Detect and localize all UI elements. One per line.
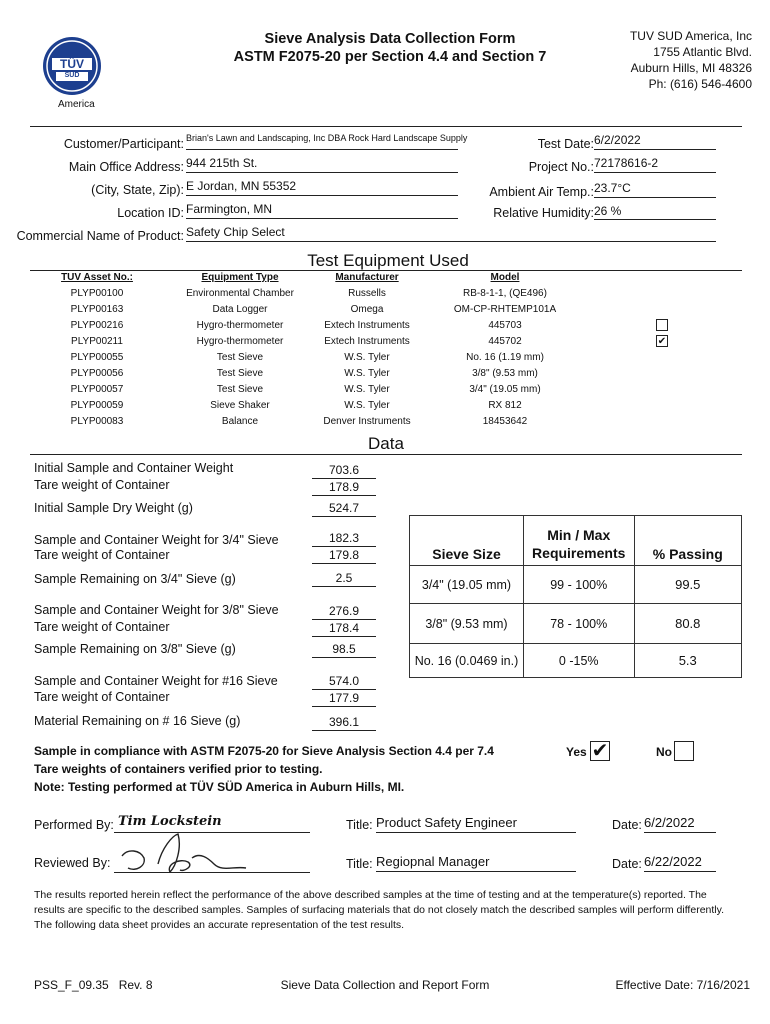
compliance-line1: Sample in compliance with ASTM F2075-20 for Sieve Analysis Section 4.4 per 7.4: [34, 744, 494, 758]
equipment-cell-manufacturer: W.S. Tyler: [344, 400, 390, 411]
temp-label: Ambient Air Temp.:: [489, 185, 594, 199]
humidity-label: Relative Humidity:: [493, 206, 594, 220]
equipment-checkbox-checked[interactable]: [656, 335, 668, 347]
logo: [42, 36, 102, 96]
results-header-row: [410, 516, 742, 566]
company-street: 1755 Atlantic Blvd.: [653, 45, 752, 59]
compliance-line3: Note: Testing performed at TÜV SÜD America in Auburn Hills, MI.: [34, 780, 405, 794]
participant-label: Customer/Participant:: [63, 137, 184, 151]
logo-caption: America: [58, 99, 95, 110]
logo-sub: SÜD: [64, 72, 80, 79]
r16-value[interactable]: 396.1: [312, 715, 376, 731]
location-label: Location ID:: [117, 206, 184, 220]
equipment-cell-type: Test Sieve: [216, 368, 264, 379]
equipment-cell-asset: PLYP00211: [71, 336, 123, 347]
s38-value[interactable]: 276.9: [312, 604, 376, 620]
results-header-passing: [634, 516, 742, 566]
equipment-title: Test Equipment Used: [307, 251, 469, 270]
project-field[interactable]: 72178616-2: [594, 156, 716, 173]
equipment-cell-manufacturer: W.S. Tyler: [344, 384, 390, 395]
participant-field[interactable]: Brian's Lawn and Landscaping, Inc DBA Rock Hard Landscape Supply: [186, 133, 458, 150]
equipment-cell-asset: PLYP00055: [70, 352, 124, 363]
office-label: Main Office Address:: [68, 160, 184, 174]
product-field[interactable]: Safety Chip Select: [186, 225, 716, 242]
footer-effective: Effective Date: 7/16/2021: [615, 978, 750, 992]
s34-value[interactable]: 182.3: [312, 531, 376, 547]
equipment-cell-asset: PLYP00163: [70, 304, 124, 315]
city-field[interactable]: E Jordan, MN 55352: [186, 179, 458, 196]
performed-title-label: Title:: [346, 818, 373, 832]
equipment-cell-type: Data Logger: [212, 304, 268, 315]
dry-weight-value[interactable]: 524.7: [312, 501, 376, 517]
equipment-cell-manufacturer: W.S. Tyler: [344, 352, 390, 363]
equipment-cell-asset: PLYP00056: [70, 368, 124, 379]
temp-field[interactable]: 23.7°C: [594, 181, 716, 198]
results-header-passing-text: % Passing: [652, 546, 723, 562]
equipment-cell-model: OM-CP-RHTEMP101A: [453, 304, 557, 315]
footer-form-id: PSS_F_09.35 Rev. 8: [34, 978, 153, 992]
equipment-cell-manufacturer: W.S. Tyler: [344, 368, 390, 379]
equipment-cell-asset: PLYP00100: [70, 288, 124, 299]
tare1-label: Tare weight of Container: [34, 478, 170, 492]
equipment-cell-type: Balance: [221, 416, 259, 427]
reviewed-date-field[interactable]: 6/22/2022: [644, 854, 716, 872]
equipment-header-model: Model: [490, 272, 520, 283]
performed-label: Performed By:: [34, 818, 114, 832]
form-title-line1: Sieve Analysis Data Collection Form: [264, 31, 516, 47]
tare4-value[interactable]: 177.9: [312, 691, 376, 707]
results-row: [410, 604, 742, 644]
r38-value[interactable]: 98.5: [312, 642, 376, 658]
equipment-cell-manufacturer: Denver Instruments: [323, 416, 411, 427]
performed-date-label: Date:: [612, 818, 642, 832]
data-title: Data: [368, 434, 404, 453]
equipment-cell-manufacturer: Extech Instruments: [324, 336, 410, 347]
tare4-label: Tare weight of Container: [34, 690, 170, 704]
equipment-cell-asset: PLYP00216: [70, 320, 124, 331]
performed-signature: Tim Lockstein: [118, 814, 222, 829]
equipment-header-type: Equipment Type: [201, 272, 279, 283]
results-table: [409, 515, 742, 678]
results-cell-passing: 99.5: [634, 566, 742, 604]
no-checkbox[interactable]: [674, 741, 694, 761]
test-date-label: Test Date:: [537, 137, 594, 151]
performed-title-field[interactable]: Product Safety Engineer: [376, 815, 576, 833]
compliance-text: [34, 742, 494, 796]
equipment-title-underline: [30, 270, 742, 271]
results-cell-sieve: No. 16 (0.0469 in.): [410, 644, 524, 678]
equipment-cell-manufacturer: Extech Instruments: [324, 320, 410, 331]
initial-weight-label: Initial Sample and Container Weight: [34, 461, 234, 475]
check-icon: ✔: [657, 336, 667, 347]
equipment-cell-type: Test Sieve: [216, 384, 264, 395]
form-title-line2: ASTM F2075-20 per Section 4.4 and Section 7: [233, 49, 547, 65]
results-cell-passing: 80.8: [634, 604, 742, 644]
results-header-sieve: [410, 516, 524, 566]
disclaimer: The results reported herein reflect the performance of the above described samples at the time of testing and at the temperature(s) reported. The results are specific to the described samples. Samples of surfacing materials that do not closely match the described samples will perform differently. The following data sheet provides an accurate representation of the test results.: [34, 889, 725, 931]
data-title-underline: [30, 454, 742, 455]
results-header-sieve-text: Sieve Size: [432, 546, 501, 562]
reviewed-label: Reviewed By:: [34, 856, 111, 870]
results-header-req: [523, 516, 634, 566]
equipment-cell-asset: PLYP00057: [70, 384, 124, 395]
r34-label: Sample Remaining on 3/4" Sieve (g): [34, 572, 236, 586]
s16-value[interactable]: 574.0: [312, 674, 376, 690]
r34-value[interactable]: 2.5: [312, 571, 376, 587]
results-row: [410, 644, 742, 678]
company-address: [560, 28, 752, 92]
reviewed-date-label: Date:: [612, 857, 642, 871]
project-label: Project No.:: [528, 160, 594, 174]
equipment-cell-type: Environmental Chamber: [186, 288, 294, 299]
equipment-cell-manufacturer: Russells: [348, 288, 386, 299]
results-cell-requirement: 78 - 100%: [523, 604, 634, 644]
equipment-cell-model: 18453642: [482, 416, 528, 427]
company-phone: Ph: (616) 546-4600: [648, 77, 752, 91]
product-label: Commercial Name of Product:: [16, 229, 184, 243]
reviewed-signature-icon: [118, 828, 268, 878]
yes-label: Yes: [566, 745, 587, 759]
results-cell-requirement: 0 -15%: [523, 644, 634, 678]
logo-text: TÜV: [60, 57, 84, 71]
tare2-value[interactable]: 179.8: [312, 548, 376, 564]
r16-label: Material Remaining on # 16 Sieve (g): [34, 714, 241, 728]
equipment-cell-asset: PLYP00059: [70, 400, 124, 411]
equipment-cell-model: 3/4" (19.05 mm): [469, 384, 541, 395]
company-name: TUV SUD America, Inc: [629, 29, 752, 43]
equipment-header-asset: TUV Asset No.:: [61, 272, 133, 283]
tare2-label: Tare weight of Container: [34, 548, 170, 562]
footer-form-name: Sieve Data Collection and Report Form: [280, 978, 490, 992]
tare3-value[interactable]: 178.4: [312, 621, 376, 637]
dry-weight-label: Initial Sample Dry Weight (g): [34, 501, 193, 515]
no-label: No: [656, 745, 672, 759]
results-cell-sieve: 3/8" (9.53 mm): [410, 604, 524, 644]
reviewed-title-field[interactable]: Regiopnal Manager: [376, 854, 576, 872]
equipment-cell-type: Hygro-thermometer: [196, 336, 284, 347]
tare1-value[interactable]: 178.9: [312, 480, 376, 496]
equipment-cell-type: Hygro-thermometer: [196, 320, 284, 331]
test-date-field[interactable]: 6/2/2022: [594, 133, 716, 150]
header-divider: [30, 126, 742, 127]
results-row: [410, 566, 742, 604]
equipment-cell-asset: PLYP00083: [70, 416, 124, 427]
performed-date-field[interactable]: 6/2/2022: [644, 815, 716, 833]
equipment-cell-model: No. 16 (1.19 mm): [466, 352, 544, 363]
equipment-cell-type: Sieve Shaker: [210, 400, 270, 411]
results-cell-passing: 5.3: [634, 644, 742, 678]
yes-check-icon: ✔: [591, 740, 609, 762]
results-rows: [410, 566, 742, 678]
s16-label: Sample and Container Weight for #16 Sieve: [34, 674, 278, 688]
company-city: Auburn Hills, MI 48326: [630, 61, 752, 75]
s38-label: Sample and Container Weight for 3/8" Sieve: [34, 603, 279, 617]
results-header-req-text: Min / Max Requirements: [532, 527, 626, 561]
results-cell-requirement: 99 - 100%: [523, 566, 634, 604]
equipment-header-manufacturer: Manufacturer: [335, 272, 399, 283]
results-cell-sieve: 3/4" (19.05 mm): [410, 566, 524, 604]
r38-label: Sample Remaining on 3/8" Sieve (g): [34, 642, 236, 656]
equipment-cell-model: RX 812: [488, 400, 522, 411]
city-label: (City, State, Zip):: [91, 183, 184, 197]
tare3-label: Tare weight of Container: [34, 620, 170, 634]
form-title: [200, 30, 580, 66]
equipment-cell-model: 445703: [488, 320, 522, 331]
equipment-cell-model: 3/8" (9.53 mm): [472, 368, 538, 379]
office-field[interactable]: 944 215th St.: [186, 156, 458, 173]
location-field[interactable]: Farmington, MN: [186, 202, 458, 219]
equipment-checkbox-unchecked[interactable]: [656, 319, 668, 331]
equipment-cell-type: Test Sieve: [216, 352, 264, 363]
yes-checkbox[interactable]: [590, 741, 610, 761]
s34-label: Sample and Container Weight for 3/4" Sieve: [34, 533, 279, 547]
humidity-field[interactable]: 26 %: [594, 204, 716, 220]
equipment-cell-model: 445702: [488, 336, 522, 347]
compliance-line2: Tare weights of containers verified prior to testing.: [34, 762, 323, 776]
equipment-cell-model: RB-8-1-1, (QE496): [463, 288, 547, 299]
initial-weight-value[interactable]: 703.6: [312, 463, 376, 479]
reviewed-title-label: Title:: [346, 857, 373, 871]
equipment-cell-manufacturer: Omega: [350, 304, 384, 315]
